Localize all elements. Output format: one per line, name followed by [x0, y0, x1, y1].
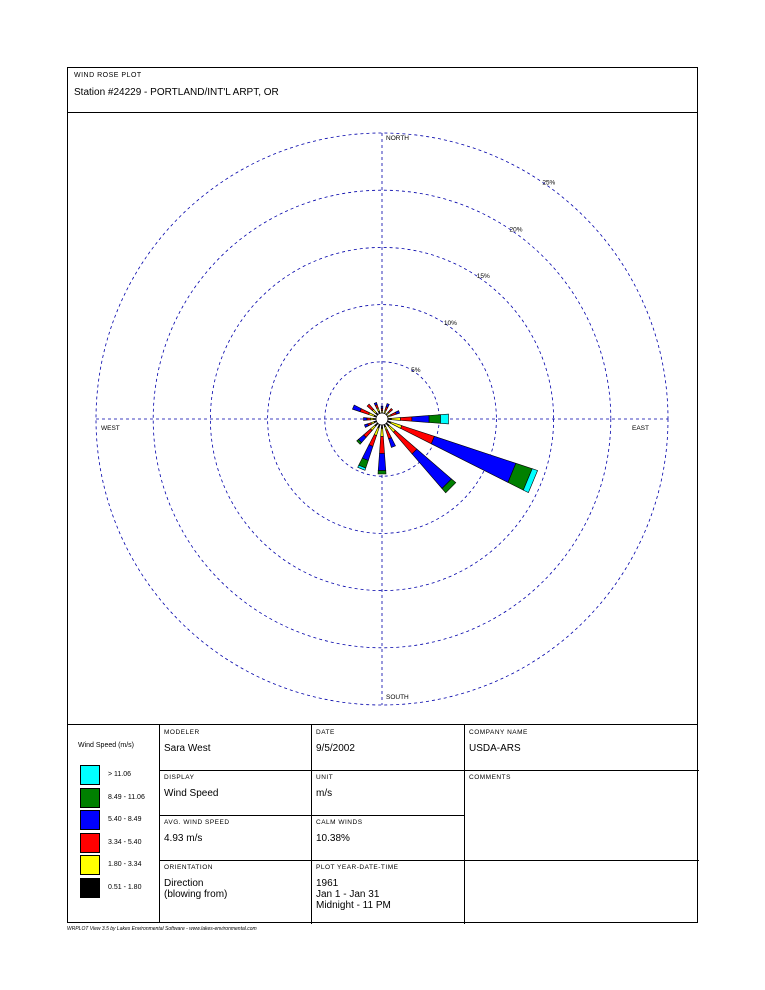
petal-ssw-bin2: [369, 435, 377, 447]
petal-e-bin5: [441, 414, 449, 424]
legend-swatch-gt-11: [80, 765, 100, 785]
petal-e-bin1: [391, 418, 400, 421]
avg-speed-label: AVG. WIND SPEED: [164, 819, 230, 826]
modeler-label: MODELER: [164, 729, 200, 736]
plot-header: [67, 67, 698, 113]
period-cell: [311, 860, 465, 924]
orientation-label: ORIENTATION: [164, 864, 213, 871]
modeler-cell: [159, 725, 312, 771]
orientation-cell: [159, 860, 312, 924]
petal-s-bin0: [381, 425, 382, 428]
petal-s-bin3: [378, 454, 386, 471]
legend-title: Wind Speed (m/s): [78, 742, 135, 749]
calm-winds-label: CALM WINDS: [316, 819, 363, 826]
software-credit: WRPLOT View 3.5 by Lakes Environmental Software - www.lakes-environmental.com: [67, 926, 257, 932]
legend-label-5-8: 5.40 - 8.49: [108, 816, 142, 823]
avg-speed-cell: [159, 815, 312, 861]
petal-sse-bin2: [386, 430, 392, 439]
petal-nne-bin3: [386, 404, 389, 408]
petal-n-bin2: [381, 409, 383, 411]
legend-swatch-8-11: [80, 788, 100, 808]
petal-ssw-bin3: [362, 445, 373, 461]
date-label: DATE: [316, 729, 335, 736]
ring-label-15: 15%: [476, 273, 490, 281]
petal-n-bin3: [381, 406, 383, 408]
petal-ssw-bin1: [374, 427, 379, 435]
petal-s-bin1: [381, 428, 384, 436]
plot-type-label: WIND ROSE PLOT: [74, 72, 142, 79]
avg-speed-value: 4.93 m/s: [164, 833, 203, 844]
legend-swatch-0-2: [80, 878, 100, 898]
blank-cell: [464, 860, 699, 924]
legend-label-8-11: 8.49 - 11.06: [108, 794, 145, 801]
petal-nnw-bin3: [374, 402, 377, 405]
petals-group: [352, 402, 537, 492]
ring-label-10: 10%: [443, 320, 457, 328]
petal-nw-bin2: [367, 404, 374, 411]
wind-rose-panel: [67, 112, 698, 725]
legend-swatch-2-3: [80, 855, 100, 875]
display-cell: [159, 770, 312, 816]
petal-s-bin4: [378, 471, 386, 474]
company-value: USDA-ARS: [469, 743, 521, 754]
petal-e-bin4: [429, 415, 440, 424]
legend-swatch-3-5: [80, 833, 100, 853]
legend-label-2-3: 1.80 - 3.34: [108, 861, 142, 868]
unit-value: m/s: [316, 788, 333, 799]
calm-winds-cell: [311, 815, 465, 861]
labels-group: [101, 135, 649, 701]
compass-east-label: EAST: [632, 425, 649, 432]
legend-label-0-2: 0.51 - 1.80: [108, 884, 142, 891]
ring-label-25: 25%: [542, 179, 556, 187]
display-label: DISPLAY: [164, 774, 195, 781]
calm-winds-value: 10.38%: [316, 833, 350, 844]
ring-label-20: 20%: [509, 226, 523, 234]
display-value: Wind Speed: [164, 788, 219, 799]
unit-label: UNIT: [316, 774, 334, 781]
period-value-2: Jan 1 - Jan 31: [316, 889, 380, 900]
petal-wsw-bin3: [364, 424, 368, 428]
compass-south-label: SOUTH: [386, 694, 409, 701]
station-title: Station #24229 - PORTLAND/INT'L ARPT, OR: [74, 87, 279, 98]
company-cell: [464, 725, 699, 771]
petal-sse-bin3: [389, 438, 396, 448]
period-label: PLOT YEAR-DATE-TIME: [316, 864, 399, 871]
wind-rose-chart: [68, 113, 699, 726]
petal-se-bin3: [412, 449, 451, 488]
petal-e-bin3: [412, 416, 429, 423]
petal-s-bin2: [380, 436, 385, 453]
petal-ene-bin3: [396, 411, 400, 415]
legend-swatch-5-8: [80, 810, 100, 830]
petal-e-bin2: [401, 417, 412, 421]
comments-label: COMMENTS: [469, 774, 511, 781]
legend: [68, 725, 160, 923]
petal-wnw-bin2: [360, 409, 370, 415]
info-panel: [67, 724, 698, 923]
compass-west-label: WEST: [101, 425, 120, 432]
ring-label-5: 5%: [411, 366, 421, 374]
period-value-3: Midnight - 11 PM: [316, 900, 391, 911]
orientation-value-1: Direction: [164, 878, 204, 889]
date-value: 9/5/2002: [316, 743, 355, 754]
modeler-value: Sara West: [164, 743, 211, 754]
legend-label-3-5: 3.34 - 5.40: [108, 839, 142, 846]
date-cell: [311, 725, 465, 771]
comments-cell: [464, 770, 699, 861]
compass-north-label: NORTH: [386, 135, 409, 142]
petal-w-bin2: [367, 418, 370, 420]
petal-ne-bin2: [388, 408, 392, 412]
petal-w-bin1: [370, 418, 373, 420]
legend-label-gt-11: > 11.06: [108, 771, 132, 778]
petal-e-bin0: [388, 418, 391, 419]
period-value-1: 1961: [316, 878, 339, 889]
company-label: COMPANY NAME: [469, 729, 528, 736]
calm-circle: [376, 413, 388, 425]
petal-wnw-bin3: [352, 405, 361, 412]
unit-cell: [311, 770, 465, 816]
petal-w-bin3: [364, 418, 367, 421]
orientation-value-2: (blowing from): [164, 889, 228, 900]
